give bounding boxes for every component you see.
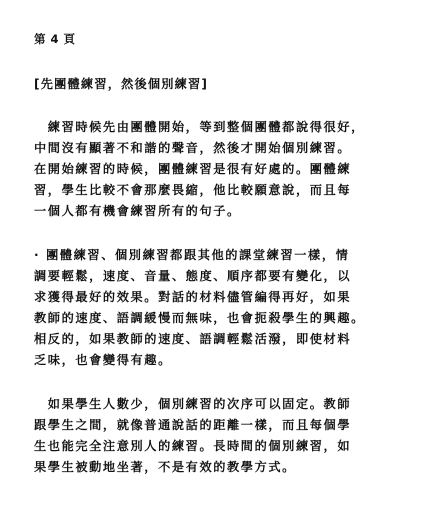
- paragraph-2-line-5: 相反的，如果教師的速度、語調輕鬆活潑，即使材料: [34, 332, 352, 346]
- paragraph-2-line-1: · 團體練習、個別練習都跟其他的課堂練習一樣，情: [34, 248, 350, 262]
- paragraph-1-line-5: 一個人都有機會練習所有的句子。: [34, 204, 241, 218]
- paragraph-2-line-2: 調要輕鬆，速度、音量、態度、順序都要有變化，以: [34, 269, 352, 283]
- paragraph-3-line-1: 如果學生人數少，個別練習的次序可以固定。教師: [34, 397, 352, 411]
- page-number: 第 4 頁: [34, 32, 76, 46]
- paragraph-1-line-4: 習，學生比較不會那麼畏縮，他比較願意說，而且每: [34, 183, 352, 197]
- paragraph-3-line-4: 果學生被動地坐著，不是有效的教學方式。: [34, 460, 296, 474]
- paragraph-2-line-3: 求獲得最好的效果。對話的材料儘管編得再好，如果: [34, 290, 352, 304]
- paragraph-2-line-4: 教師的速度、語調緩慢而無味，也會扼殺學生的興趣。: [34, 311, 365, 325]
- paragraph-2-line-6: 乏味，也會變得有趣。: [34, 353, 172, 367]
- paragraph-1-line-3: 在開始練習的時候，團體練習是很有好處的。團體練: [34, 162, 352, 176]
- paragraph-3-line-3: 生也能完全注意別人的練習。長時間的個別練習，如: [34, 439, 352, 453]
- section-heading: [先團體練習，然後個別練習]: [34, 77, 209, 91]
- paragraph-1-line-2: 中間沒有顯著不和諧的聲音，然後才開始個別練習。: [34, 141, 352, 155]
- paragraph-3-line-2: 跟學生之間，就像普通說話的距離一樣，而且每個學: [34, 418, 352, 432]
- paragraph-1-line-1: 練習時候先由團體開始，等到整個團體都說得很好，: [34, 120, 365, 134]
